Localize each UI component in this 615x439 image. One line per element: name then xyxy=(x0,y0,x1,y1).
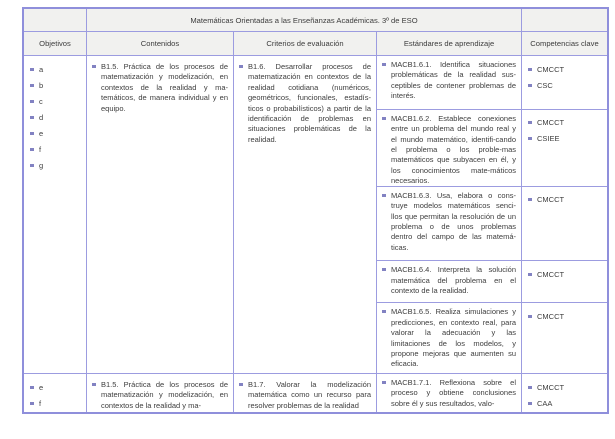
bullet-icon xyxy=(92,383,96,386)
competencia-item xyxy=(528,61,607,77)
objetivo-label: f xyxy=(39,144,42,154)
title-empty-right-cell xyxy=(522,9,607,31)
bullet-icon xyxy=(528,121,532,124)
estandar-text: MACB1.6.1. Identifica situaciones problemáticas de la realidad sus-ceptibles de contener problemas de interés. xyxy=(391,60,516,101)
competencia-item xyxy=(528,192,607,208)
competencias-cell xyxy=(522,187,607,261)
estandar-cell xyxy=(377,56,522,109)
estandar-text: MACB1.6.4. Interpreta la solución matemática del problema en el contexto de la realidad. xyxy=(391,265,516,296)
bullet-icon xyxy=(528,386,532,389)
criterios-cell xyxy=(234,374,377,412)
bullet-icon xyxy=(382,117,386,120)
objetivo-item xyxy=(30,77,86,93)
table-row xyxy=(24,56,607,374)
competencia-item xyxy=(528,115,607,131)
column-header-criterios: Criterios de evaluación xyxy=(234,32,377,55)
objetivo-label: e xyxy=(39,382,44,392)
curriculum-table xyxy=(22,7,609,414)
objetivo-label: f xyxy=(39,398,42,408)
bullet-icon xyxy=(382,268,386,271)
competencias-cell xyxy=(522,374,607,412)
bullet-icon xyxy=(239,383,243,386)
objetivo-label: e xyxy=(39,128,44,138)
competencia-label: CMCCT xyxy=(537,64,565,74)
objetivo-item xyxy=(30,125,86,141)
bullet-icon xyxy=(382,381,386,384)
estandar-subrow xyxy=(377,303,607,373)
bullet-icon xyxy=(382,194,386,197)
column-header-objetivos: Objetivos xyxy=(24,32,87,55)
competencia-label: CMCCT xyxy=(537,269,565,279)
estandar-cell xyxy=(377,261,522,302)
estandar-cell xyxy=(377,187,522,261)
estandar-text: MACB1.7.1. Reflexiona sobre el proceso y obtiene conclusiones sobre él y sus resultados, valo- xyxy=(391,378,516,408)
estandar-subrow xyxy=(377,110,607,187)
criterio-text: B1.6. Desarrollar procesos de matematización en contextos de la realidad cotidiana (numéricos, geométricos, funcionales, estadís-ticos o probabilísticos) a partir de la identificación de problemas en situaciones problemáticas de la realidad. xyxy=(248,62,371,144)
bullet-icon xyxy=(30,132,34,135)
competencias-cell xyxy=(522,110,607,186)
bullet-icon xyxy=(528,198,532,201)
competencias-cell xyxy=(522,261,607,302)
table-title: Matemáticas Orientadas a las Enseñanzas Académicas. 3º de ESO xyxy=(87,9,522,31)
competencia-label: CSIEE xyxy=(537,134,560,144)
bullet-icon xyxy=(30,148,34,151)
objetivo-item xyxy=(30,379,86,395)
estandares-competencias-group xyxy=(377,56,607,373)
estandar-cell xyxy=(377,374,522,412)
table-title-row xyxy=(24,9,607,32)
competencia-item xyxy=(528,379,607,395)
objetivo-label: g xyxy=(39,160,44,170)
column-header-estandares: Estándares de aprendizaje xyxy=(377,32,522,55)
column-header-competencias: Competencias clave xyxy=(522,32,607,55)
contenido-text: B1.5. Práctica de los procesos de matematización y modelización, en contextos de la realidad y ma- xyxy=(101,380,228,410)
criterio-text: B1.7. Valorar la modelización matemática como un recurso para resolver problemas de la realidad xyxy=(248,380,371,410)
objetivo-item xyxy=(30,157,86,173)
contenidos-cell xyxy=(87,374,234,412)
bullet-icon xyxy=(92,65,96,68)
bullet-icon xyxy=(528,84,532,87)
objetivos-cell xyxy=(24,374,87,412)
bullet-icon xyxy=(239,65,243,68)
objetivo-item xyxy=(30,61,86,77)
competencia-label: CMCCT xyxy=(537,195,565,205)
criterios-cell xyxy=(234,56,377,373)
objetivo-item xyxy=(30,93,86,109)
objetivo-item xyxy=(30,109,86,125)
estandar-text: MACB1.6.3. Usa, elabora o cons-truye modelos matemáticos senci-llos que permitan la resolución de un problema o de unos problemas dentro del campo de las matemá-ticas. xyxy=(391,190,516,252)
estandares-competencias-group xyxy=(377,374,607,412)
estandar-subrow xyxy=(377,374,607,412)
estandar-subrow xyxy=(377,56,607,110)
bullet-icon xyxy=(30,68,34,71)
bullet-icon xyxy=(30,402,34,405)
competencia-label: CSC xyxy=(537,80,553,90)
bullet-icon xyxy=(528,402,532,405)
contenido-text: B1.5. Práctica de los procesos de matematización y modelización, en contextos de la realidad y ma-temáticos, de manera individual y en equipo. xyxy=(101,62,228,113)
bullet-icon xyxy=(30,116,34,119)
bullet-icon xyxy=(528,68,532,71)
title-empty-left-cell xyxy=(24,9,87,31)
column-header-contenidos: Contenidos xyxy=(87,32,234,55)
estandar-subrow xyxy=(377,187,607,262)
competencia-label: CMCCT xyxy=(537,311,565,321)
bullet-icon xyxy=(528,315,532,318)
bullet-icon xyxy=(528,137,532,140)
competencia-item xyxy=(528,266,607,282)
objetivo-label: a xyxy=(39,64,44,74)
competencia-item xyxy=(528,308,607,324)
competencia-label: CAA xyxy=(537,398,553,408)
estandar-cell xyxy=(377,110,522,186)
competencias-cell xyxy=(522,56,607,109)
bullet-icon xyxy=(30,100,34,103)
estandar-cell xyxy=(377,303,522,373)
objetivo-label: b xyxy=(39,80,44,90)
objetivo-label: d xyxy=(39,112,44,122)
estandar-text: MACB1.6.2. Establece conexiones entre un problema del mundo real y el mundo matemático, identifi-cando el problema o los proble-mas matemáticos que subyacen en él, y los conocimientos mate-máticos necesarios. xyxy=(391,113,516,186)
bullet-icon xyxy=(30,386,34,389)
bullet-icon xyxy=(30,164,34,167)
competencias-cell xyxy=(522,303,607,373)
estandar-subrow xyxy=(377,261,607,303)
contenidos-cell xyxy=(87,56,234,373)
competencia-item xyxy=(528,395,607,411)
objetivo-item xyxy=(30,395,86,411)
table-row xyxy=(24,374,607,412)
column-header-row xyxy=(24,32,607,56)
bullet-icon xyxy=(382,310,386,313)
competencia-label: CMCCT xyxy=(537,382,565,392)
competencia-item xyxy=(528,77,607,93)
objetivos-cell xyxy=(24,56,87,373)
competencia-item xyxy=(528,131,607,147)
estandar-text: MACB1.6.5. Realiza simulaciones y predicciones, en contexto real, para valorar la adecuación y las limitaciones de los modelos, y propone mejoras que aumenten su eficacia. xyxy=(391,307,516,369)
objetivo-label: c xyxy=(39,96,43,106)
bullet-icon xyxy=(30,84,34,87)
objetivo-item xyxy=(30,141,86,157)
competencia-label: CMCCT xyxy=(537,118,565,128)
bullet-icon xyxy=(382,63,386,66)
bullet-icon xyxy=(528,273,532,276)
